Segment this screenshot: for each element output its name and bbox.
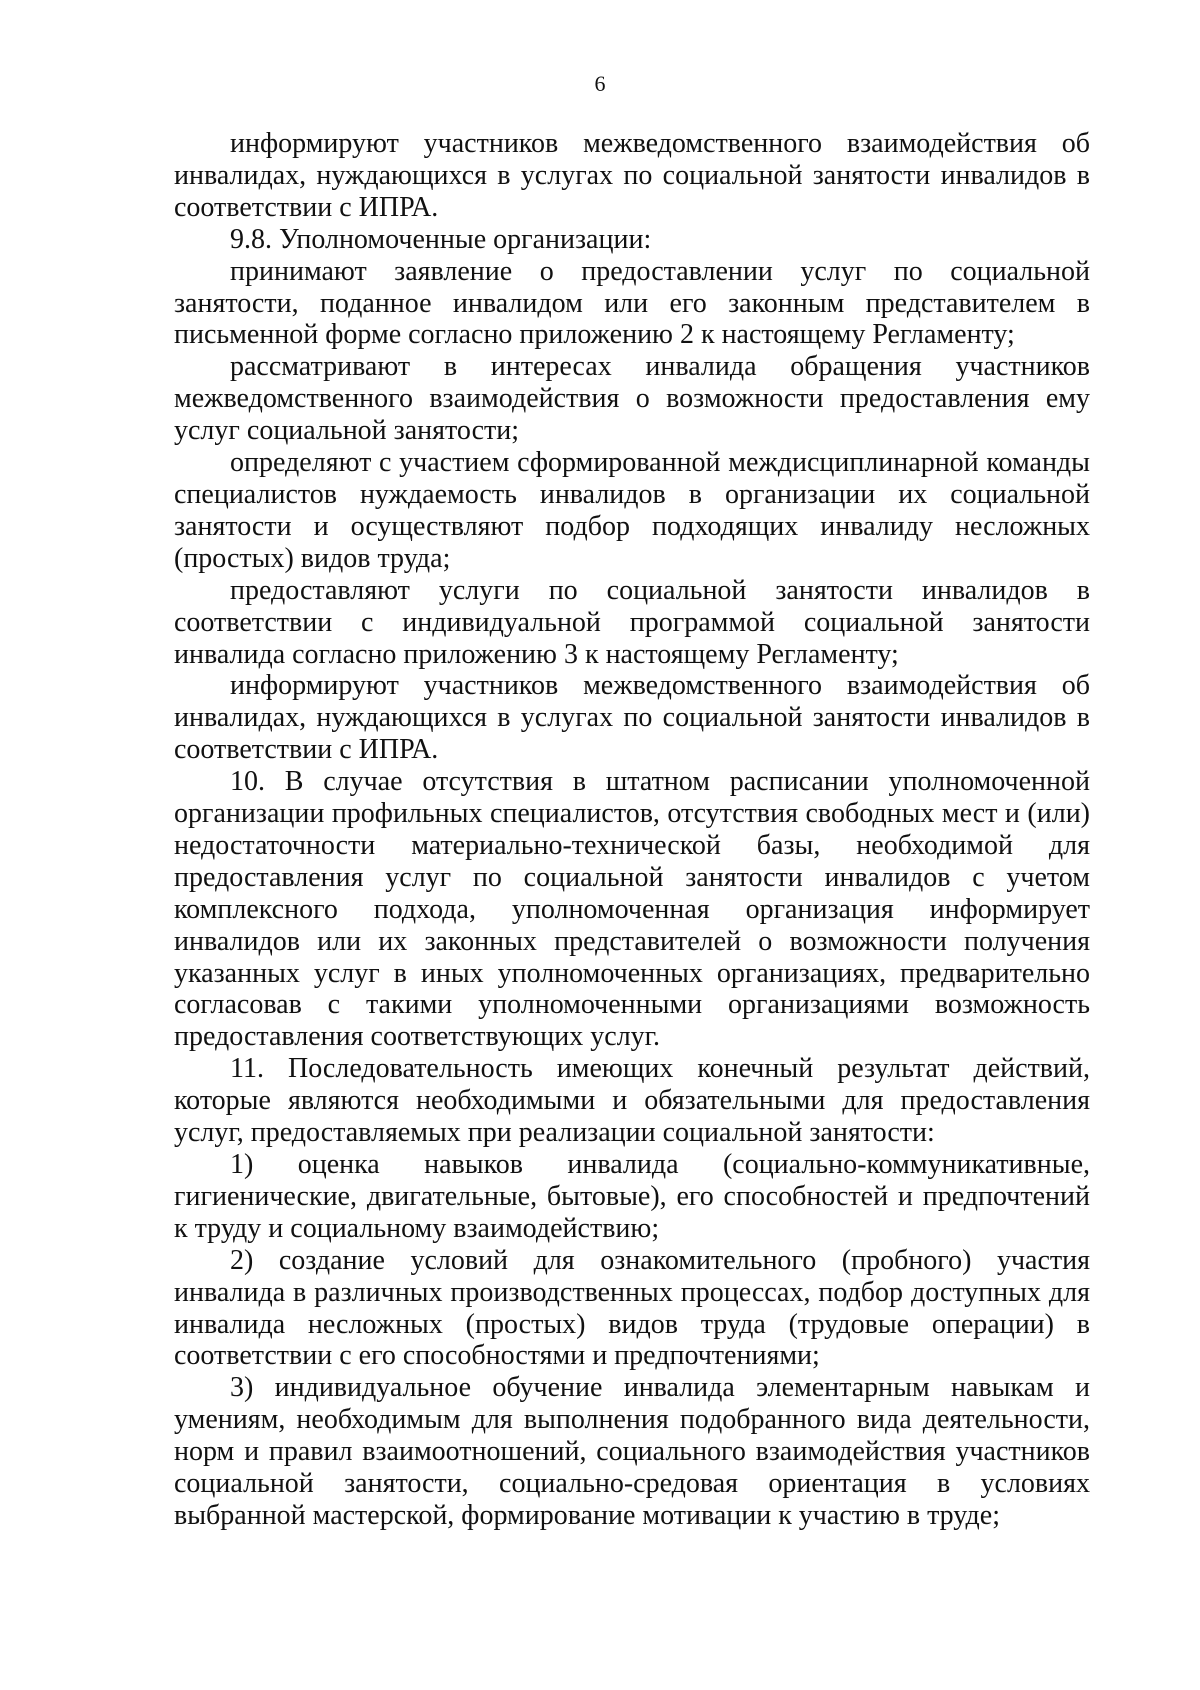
paragraph-section-11: 11. Последовательность имеющих конечный результат действий, которые являются необходимыми и обязательными для предоставления услуг, предоставляемых при реализации социальной занятости: [174,1053,1090,1149]
paragraph-accept-application: принимают заявление о предоставлении услуг по социальной занятости, поданное инвалидом или его законным представителем в письменной форме согласно приложению 2 к настоящему Регламенту; [174,255,1090,351]
paragraph-inform-participants-2: информируют участников межведомственного взаимодействия об инвалидах, нуждающихся в услугах по социальной занятости инвалидов в соответствии с ИПРА. [174,670,1090,766]
paragraph-determine-need: определяют с участием сформированной междисциплинарной команды специалистов нуждаемость инвалидов в организации их социальной занятости и осуществляют подбор подходящих инвалиду несложных (простых) видов труда; [174,447,1090,574]
paragraph-section-10: 10. В случае отсутствия в штатном расписании уполномоченной организации профильных специалистов, отсутствия свободных мест и (или) недостаточности материально-технической базы, необходимой для предоставления услуг по социальной занятости инвалидов с учетом комплексного подхода, уполномоченная организация информирует инвалидов или их законных представителей о возможности получения указанных услуг в иных уполномоченных организациях, предварительно согласовав с такими уполномоченными организациями возможность предоставления соответствующих услуг. [174,766,1090,1053]
paragraph-inform-participants-1: информируют участников межведомственного взаимодействия об инвалидах, нуждающихся в услугах по социальной занятости инвалидов в соответствии с ИПРА. [174,128,1090,223]
paragraph-provide-services: предоставляют услуги по социальной занятости инвалидов в соответствии с индивидуальной программой социальной занятости инвалида согласно приложению 3 к настоящему Регламенту; [174,574,1090,670]
paragraph-consider-requests: рассматривают в интересах инвалида обращения участников межведомственного взаимодействия о возможности предоставления ему услуг социальной занятости; [174,351,1090,447]
page-number: 6 [594,71,606,96]
list-item-1: 1) оценка навыков инвалида (социально-коммуникативные, гигиенические, двигательные, бытовые), его способностей и предпочтений к труду и социальному взаимодействию; [174,1149,1090,1244]
list-item-2: 2) создание условий для ознакомительного (пробного) участия инвалида в различных производственных процессах, подбор доступных для инвалида несложных (простых) видов труда (трудовые операции) в соответствии с его способностями и предпочтениями; [174,1244,1090,1372]
document-body [174,128,1090,1532]
paragraph-9-8-heading: 9.8. Уполномоченные организации: [230,223,652,255]
list-item-3: 3) индивидуальное обучение инвалида элементарным навыкам и умениям, необходимым для выполнения подобранного вида деятельности, норм и правил взаимоотношений, социального взаимодействия участников социальной занятости, социально-средовая ориентация в условиях выбранной мастерской, формирование мотивации к участию в труде; [174,1372,1090,1531]
